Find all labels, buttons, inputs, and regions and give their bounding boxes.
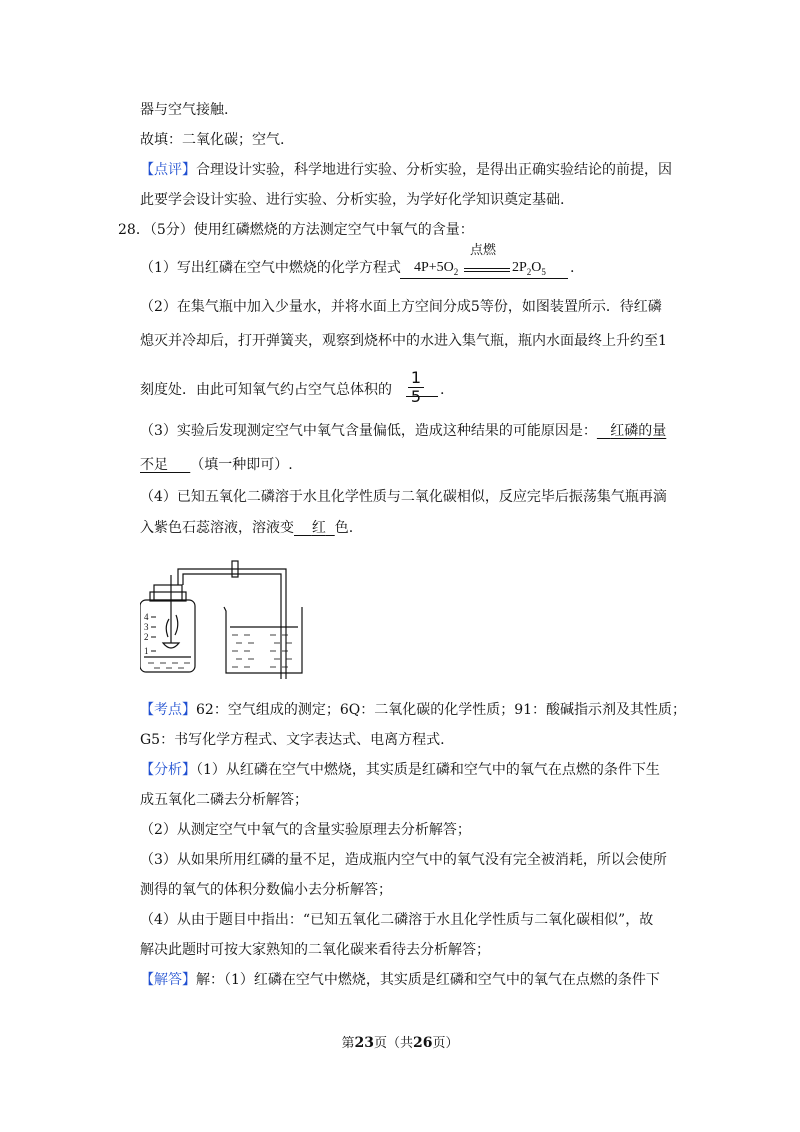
question-part-4-cont: 入紫色石蕊溶液，溶液变 红 色. [140,520,354,536]
equals-line-bottom [464,271,510,272]
reaction-condition: 点燃 [470,243,497,258]
fraction-numerator: 1 [410,368,422,387]
scale-mark: 2 [144,632,149,642]
review-text: 合理设计实验，科学地进行实验、分析实验，是得出正确实验结论的前提，因 [196,162,672,178]
text-line: （4）从由于题目中指出：“已知五氧化二磷溶于水且化学性质与二氧化碳相似”，故 [140,912,654,928]
q4-answer: 红 [311,520,326,536]
text-line: 器与空气接触. [140,102,229,118]
question-28-title: 28．（5分）使用红磷燃烧的方法测定空气中氧气的含量： [118,222,474,238]
text-line: 故填：二氧化碳；空气. [140,132,285,148]
scale-ticks [151,617,156,651]
scale-marks [144,612,149,656]
text-line: （4）已知五氧化二磷溶于水且化学性质与二氧化碳相似，反应完毕后振荡集气瓶再滴 [140,489,667,505]
scale-mark: 1 [144,646,149,656]
q1-prompt: （1）写出红磷在空气中燃烧的化学方程式 [140,260,401,276]
q3-answer-cont: 不足 [140,457,168,473]
beaker-diagram [222,605,306,675]
flame-line [175,615,178,635]
combustion-spoon [163,643,179,648]
q3-answer: 红磷的量 [610,423,667,439]
text-line: 测得的氧气的体积分数偏小去分析解答； [140,882,392,898]
equation-reactants: $4P+5O_2$ [414,260,459,277]
fraction-denominator: 5 [410,387,422,406]
question-part-3: （3）实验后发现测定空气中氧气含量偏低，造成这种结果的可能原因是： 红磷的量 [140,423,667,439]
text-line: （2）从测定空气中氧气的含量实验原理去分析解答； [140,822,471,838]
beaker [224,607,302,673]
q1-end: . [570,260,575,276]
scale-mark: 3 [144,622,149,632]
equation-answer [400,243,568,279]
page-footer: 第23页（共26页） [341,1035,459,1051]
text-line: 此要学会设计实验、进行实验、分析实验，为学好化学知识奠定基础. [140,192,565,208]
scale-mark: 4 [144,612,149,622]
text-line: 熄灭并冷却后，打开弹簧夹，观察到烧杯中的水进入集气瓶，瓶内水面最终上升约至1 [140,333,667,349]
text-line: （2）在集气瓶中加入少量水，并将水面上方空间分成5等份，如图装置所示．待红磷 [140,299,662,315]
q2-end: . [440,382,445,398]
water-hatching [232,635,292,667]
equation-product: $2P_2O_5$ [512,260,546,277]
text-line: G5：书写化学方程式、文字表达式、电离方程式. [140,732,445,748]
q2-conclusion: 刻度处．由此可知氧气约占空气总体积的 [140,382,392,398]
kaodian-tag: 【考点】 [140,702,196,718]
page-number: 23 [354,1035,374,1051]
question-part-1 [140,258,401,278]
equals-line-top [464,268,510,269]
fenxi-line: 【分析】（1）从红磷在空气中燃烧，其实质是红磷和空气中的氧气在点燃的条件下生 [140,762,660,778]
review-tag: 【点评】 [140,162,196,178]
jieda-line: 【解答】解：（1）红磷在空气中燃烧，其实质是红磷和空气中的氧气在点燃的条件下 [140,972,660,988]
fraction-answer [408,370,424,405]
jieda-tag: 【解答】 [140,972,196,988]
fenxi-tag: 【分析】 [140,762,196,778]
text-line: （3）从如果所用红磷的量不足，造成瓶内空气中的氧气没有完全被消耗，所以会使所 [140,852,667,868]
page-total: 26 [413,1035,433,1051]
water-hatching [148,663,190,668]
text-line: 成五氧化二磷去分析解答； [140,792,308,808]
question-part-3-cont: 不足 （填一种即可）. [140,457,293,473]
text-line: 解决此题时可按大家熟知的二氧化碳来看待去分析解答； [140,942,490,958]
flame-line [166,619,169,637]
kaodian-line: 【考点】62：空气组成的测定；6Q：二氧化碳的化学性质；91：酸碱指示剂及其性质； [140,702,687,718]
review-paragraph [140,160,672,180]
